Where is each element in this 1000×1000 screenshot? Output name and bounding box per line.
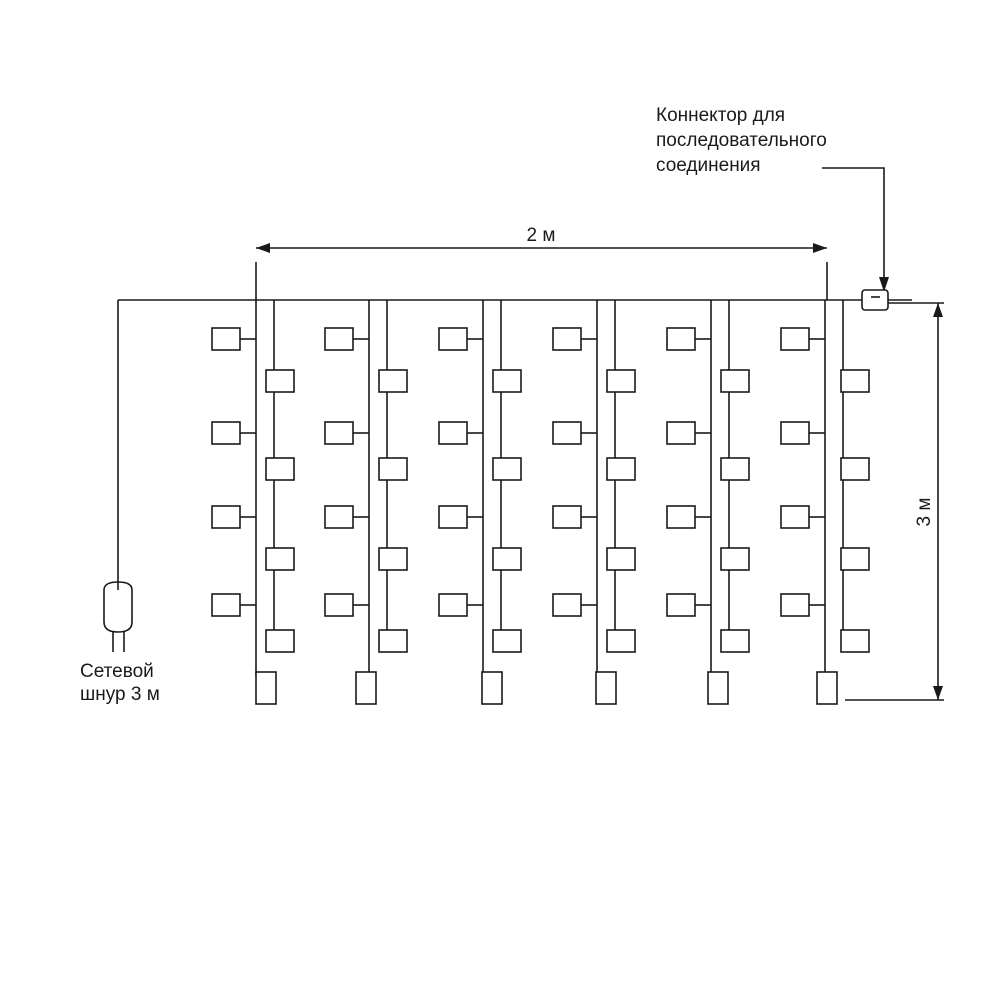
height-dimension-label: 3 м <box>914 497 935 527</box>
power-cord-label-line1: Сетевой <box>80 661 154 682</box>
connector-label-line3: соединения <box>656 155 761 176</box>
strand-4b <box>607 300 635 652</box>
strand-5 <box>667 300 728 704</box>
strand-2b <box>379 300 407 652</box>
strand-1b <box>266 300 294 652</box>
width-dimension-label: 2 м <box>526 225 556 246</box>
width-dimension <box>256 225 827 300</box>
strand-2 <box>325 300 376 704</box>
strand-3b <box>493 300 521 652</box>
strand-6 <box>781 300 837 704</box>
power-plug <box>80 582 160 705</box>
series-connector-box <box>862 290 912 310</box>
connector-callout <box>656 105 889 292</box>
connector-label-line2: последовательного <box>656 130 827 151</box>
power-cord-label-line2: шнур 3 м <box>80 684 160 705</box>
strand-5b <box>721 300 749 652</box>
connector-label-line1: Коннектор для <box>656 105 786 126</box>
strand-6b <box>841 300 869 652</box>
